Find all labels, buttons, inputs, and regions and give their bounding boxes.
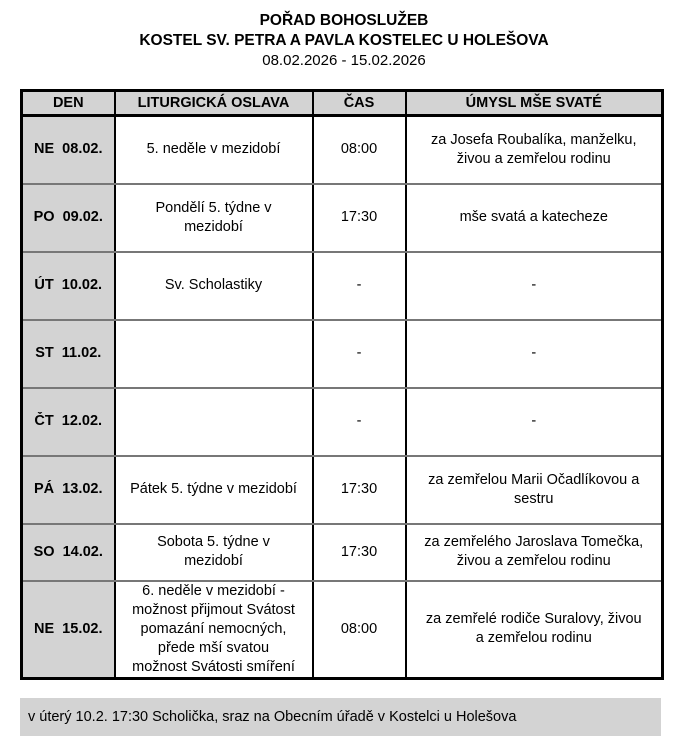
schedule-table: [20, 89, 664, 680]
intention-cell: -: [406, 388, 663, 456]
intention-cell: za zemřelou Marii Očadlíkovou a sestru: [406, 456, 663, 524]
liturgy-cell: 6. neděle v mezidobí - možnost přijmout Svátost pomazání nemocných, přede mší svatou možnost Svátosti smíření: [115, 581, 313, 679]
table-row: [22, 388, 663, 456]
table-row: [22, 524, 663, 581]
time-cell: 17:30: [313, 524, 406, 581]
liturgy-cell: Sv. Scholastiky: [115, 252, 313, 320]
time-cell: -: [313, 388, 406, 456]
table-header-row: [22, 91, 663, 116]
date-range: 08.02.2026 - 15.02.2026: [262, 52, 426, 69]
liturgy-cell: [115, 320, 313, 388]
footer-note-bar: [20, 698, 661, 736]
col-header-cas: ČAS: [313, 91, 406, 116]
liturgy-cell: Sobota 5. týdne v mezidobí: [115, 524, 313, 581]
day-cell: SO 14.02.: [22, 524, 115, 581]
intention-cell: -: [406, 252, 663, 320]
col-header-umysl: ÚMYSL MŠE SVATÉ: [406, 91, 663, 116]
intention-cell: za zemřelého Jaroslava Tomečka, živou a zemřelou rodinu: [406, 524, 663, 581]
liturgy-cell: [115, 388, 313, 456]
table-row: [22, 116, 663, 184]
table-row: [22, 252, 663, 320]
time-cell: 17:30: [313, 184, 406, 252]
intention-cell: mše svatá a katecheze: [406, 184, 663, 252]
footer-note: v úterý 10.2. 17:30 Scholička, sraz na Obecním úřadě v Kostelci u Holešova: [28, 708, 517, 725]
page-subtitle: KOSTEL SV. PETRA A PAVLA KOSTELEC U HOLEŠOVA: [139, 32, 549, 49]
day-cell: PO 09.02.: [22, 184, 115, 252]
time-cell: 08:00: [313, 116, 406, 184]
table-row: [22, 184, 663, 252]
table-row: [22, 320, 663, 388]
col-header-den: DEN: [22, 91, 115, 116]
page-title: POŘAD BOHOSLUŽEB: [259, 12, 429, 29]
col-header-oslava: LITURGICKÁ OSLAVA: [115, 91, 313, 116]
intention-cell: za zemřelé rodiče Suralovy, živou a zemřelou rodinu: [406, 581, 663, 679]
liturgy-cell: Pondělí 5. týdne v mezidobí: [115, 184, 313, 252]
table-row: [22, 581, 663, 679]
day-cell: NE 15.02.: [22, 581, 115, 679]
day-cell: ČT 12.02.: [22, 388, 115, 456]
time-cell: -: [313, 320, 406, 388]
table-row: [22, 456, 663, 524]
intention-cell: za Josefa Roubalíka, manželku, živou a zemřelou rodinu: [406, 116, 663, 184]
liturgy-cell: Pátek 5. týdne v mezidobí: [115, 456, 313, 524]
day-cell: NE 08.02.: [22, 116, 115, 184]
document-header: [0, 0, 688, 71]
time-cell: 17:30: [313, 456, 406, 524]
time-cell: 08:00: [313, 581, 406, 679]
liturgy-cell: 5. neděle v mezidobí: [115, 116, 313, 184]
intention-cell: -: [406, 320, 663, 388]
time-cell: -: [313, 252, 406, 320]
day-cell: ÚT 10.02.: [22, 252, 115, 320]
day-cell: PÁ 13.02.: [22, 456, 115, 524]
day-cell: ST 11.02.: [22, 320, 115, 388]
